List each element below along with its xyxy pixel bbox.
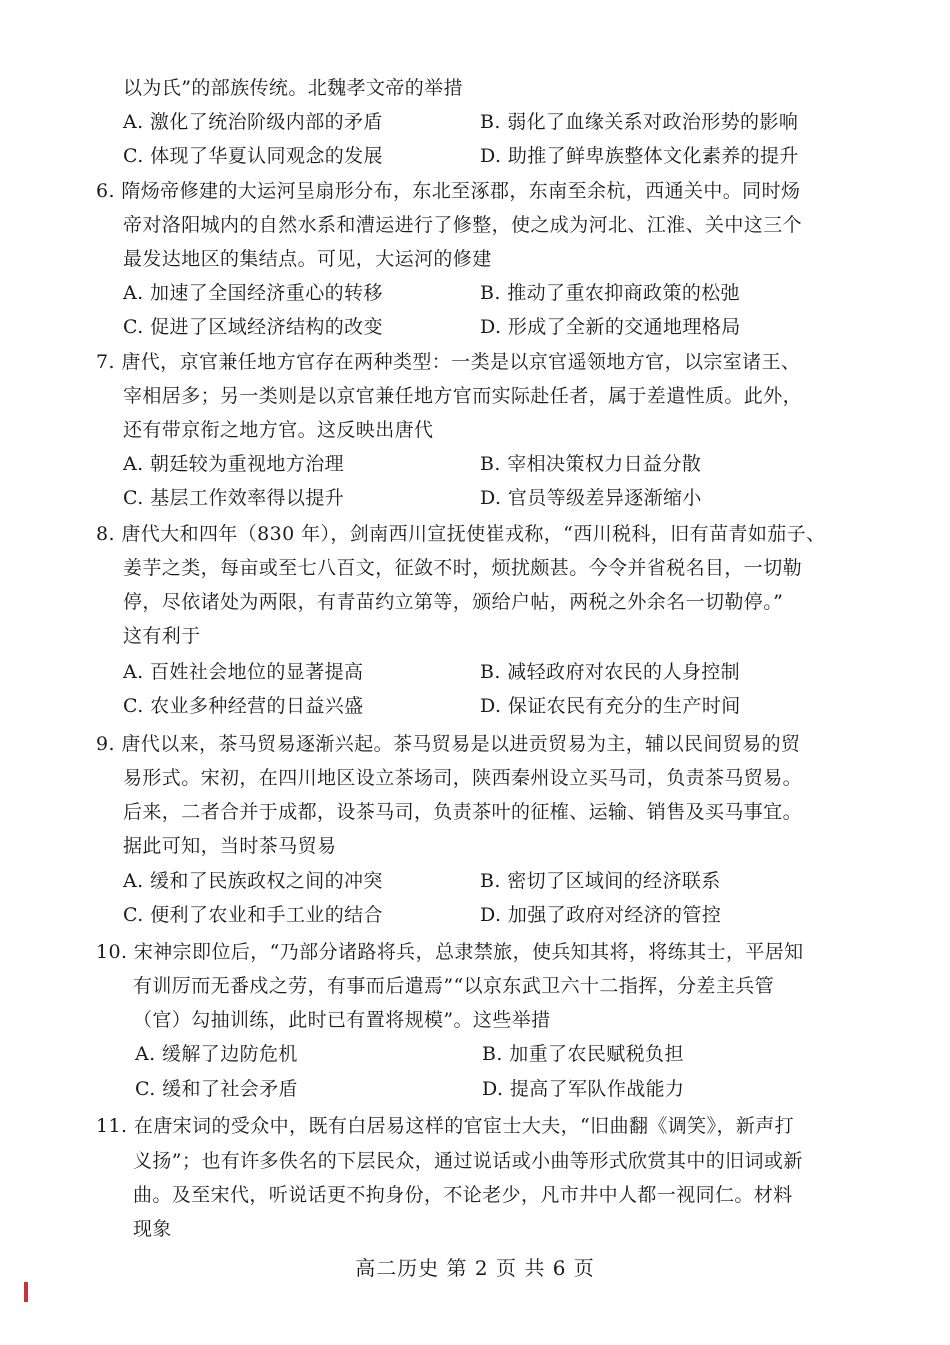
q9-option-c: C. 便利了农业和手工业的结合 (123, 904, 383, 926)
q6-stem-line-2: 帝对洛阳城内的自然水系和漕运进行了修整，使之成为河北、江淮、关中这三个 (123, 214, 803, 236)
q10-option-b: B. 加重了农民赋税负担 (482, 1043, 684, 1065)
q5-option-c: C. 体现了华夏认同观念的发展 (123, 145, 383, 167)
q9-stem-line-1: 9. 唐代以来，茶马贸易逐渐兴起。茶马贸易是以进贡贸易为主，辅以民间贸易的贸 (96, 733, 801, 755)
q7-stem-line-1: 7. 唐代，京官兼任地方官存在两种类型：一类是以京官遥领地方官，以宗室诸王、 (96, 351, 801, 373)
q10-option-a: A. 缓解了边防危机 (135, 1043, 298, 1065)
q8-option-c: C. 农业多种经营的日益兴盛 (123, 695, 364, 717)
q6-stem-line-1: 6. 隋炀帝修建的大运河呈扇形分布，东北至涿郡，东南至余杭，西通关中。同时炀 (96, 180, 801, 202)
q11-stem-line-1: 11. 在唐宋词的受众中，既有白居易这样的官宦士大夫，“旧曲翻《调笑》，新声打 (96, 1115, 795, 1137)
q7-option-b: B. 宰相决策权力日益分散 (480, 453, 702, 475)
q8-stem-line-3: 停，尽依诸处为两限，有青苗约立第等，颁给户帖，两税之外余名一切勒停。” (123, 591, 784, 613)
q10-stem-line-2: 有训厉而无番戍之劳，有事而后遣焉”“以京东武卫六十二指挥，分差主兵管 (133, 975, 775, 997)
q7-stem-line-3: 还有带京衔之地方官。这反映出唐代 (123, 419, 434, 441)
q6-option-d: D. 形成了全新的交通地理格局 (480, 316, 741, 338)
q8-option-b: B. 减轻政府对农民的人身控制 (480, 661, 741, 683)
q11-stem-line-3: 曲。及至宋代，听说话更不拘身份，不论老少，凡市井中人都一视同仁。材料 (133, 1184, 793, 1206)
q7-stem-line-2: 宰相居多；另一类则是以京官兼任地方官而实际赴任者，属于差遣性质。此外， (123, 385, 803, 407)
q8-stem-line-2: 姜芋之类，每亩或至七八百文，征敛不时，烦扰颇甚。今令并省税名目，一切勒 (123, 557, 803, 579)
q9-stem-line-4: 据此可知，当时茶马贸易 (123, 835, 337, 857)
q6-option-a: A. 加速了全国经济重心的转移 (123, 282, 383, 304)
q9-stem-line-3: 后来，二者合并于成都，设茶马司，负责茶叶的征榷、运输、销售及买马事宜。 (123, 801, 803, 823)
q6-option-b: B. 推动了重农抑商政策的松弛 (480, 282, 741, 304)
q10-stem-line-3: （官）勾抽训练，此时已有置将规模”。这些举措 (133, 1009, 551, 1031)
q9-option-a: A. 缓和了民族政权之间的冲突 (123, 870, 383, 892)
page-footer: 高二历史 第 2 页 共 6 页 (355, 1256, 595, 1280)
q10-option-d: D. 提高了军队作战能力 (482, 1078, 685, 1100)
edge-mark (24, 1282, 28, 1302)
q5-option-d: D. 助推了鲜卑族整体文化素养的提升 (480, 145, 799, 167)
q9-option-d: D. 加强了政府对经济的管控 (480, 904, 722, 926)
q8-stem-line-1: 8. 唐代大和四年（830 年），剑南西川宣抚使崔戎称，“西川税科，旧有苗青如茄子、 (96, 523, 826, 545)
q8-option-a: A. 百姓社会地位的显著提高 (123, 661, 364, 683)
q8-option-d: D. 保证农民有充分的生产时间 (480, 695, 741, 717)
q8-stem-line-4: 这有利于 (123, 625, 201, 647)
q7-option-a: A. 朝廷较为重视地方治理 (123, 453, 345, 475)
q9-option-b: B. 密切了区域间的经济联系 (480, 870, 721, 892)
q11-stem-line-2: 义扬”；也有许多佚名的下层民众，通过说话或小曲等形式欣赏其中的旧词或新 (133, 1150, 803, 1172)
q10-option-c: C. 缓和了社会矛盾 (135, 1078, 298, 1100)
q11-stem-line-4: 现象 (133, 1218, 172, 1240)
q5-option-b: B. 弱化了血缘关系对政治形势的影响 (480, 111, 799, 133)
q5-stem-line-1: 以为氏”的部族传统。北魏孝文帝的举措 (123, 77, 463, 99)
q10-stem-line-1: 10. 宋神宗即位后，“乃部分诸路将兵，总隶禁旅，使兵知其将，将练其士，平居知 (96, 941, 804, 963)
q5-option-a: A. 激化了统治阶级内部的矛盾 (123, 111, 383, 133)
q6-stem-line-3: 最发达地区的集结点。可见，大运河的修建 (123, 248, 492, 270)
q7-option-c: C. 基层工作效率得以提升 (123, 487, 345, 509)
q7-option-d: D. 官员等级差异逐渐缩小 (480, 487, 702, 509)
q6-option-c: C. 促进了区域经济结构的改变 (123, 316, 383, 338)
q9-stem-line-2: 易形式。宋初，在四川地区设立茶场司，陕西秦州设立买马司，负责茶马贸易。 (123, 767, 803, 789)
